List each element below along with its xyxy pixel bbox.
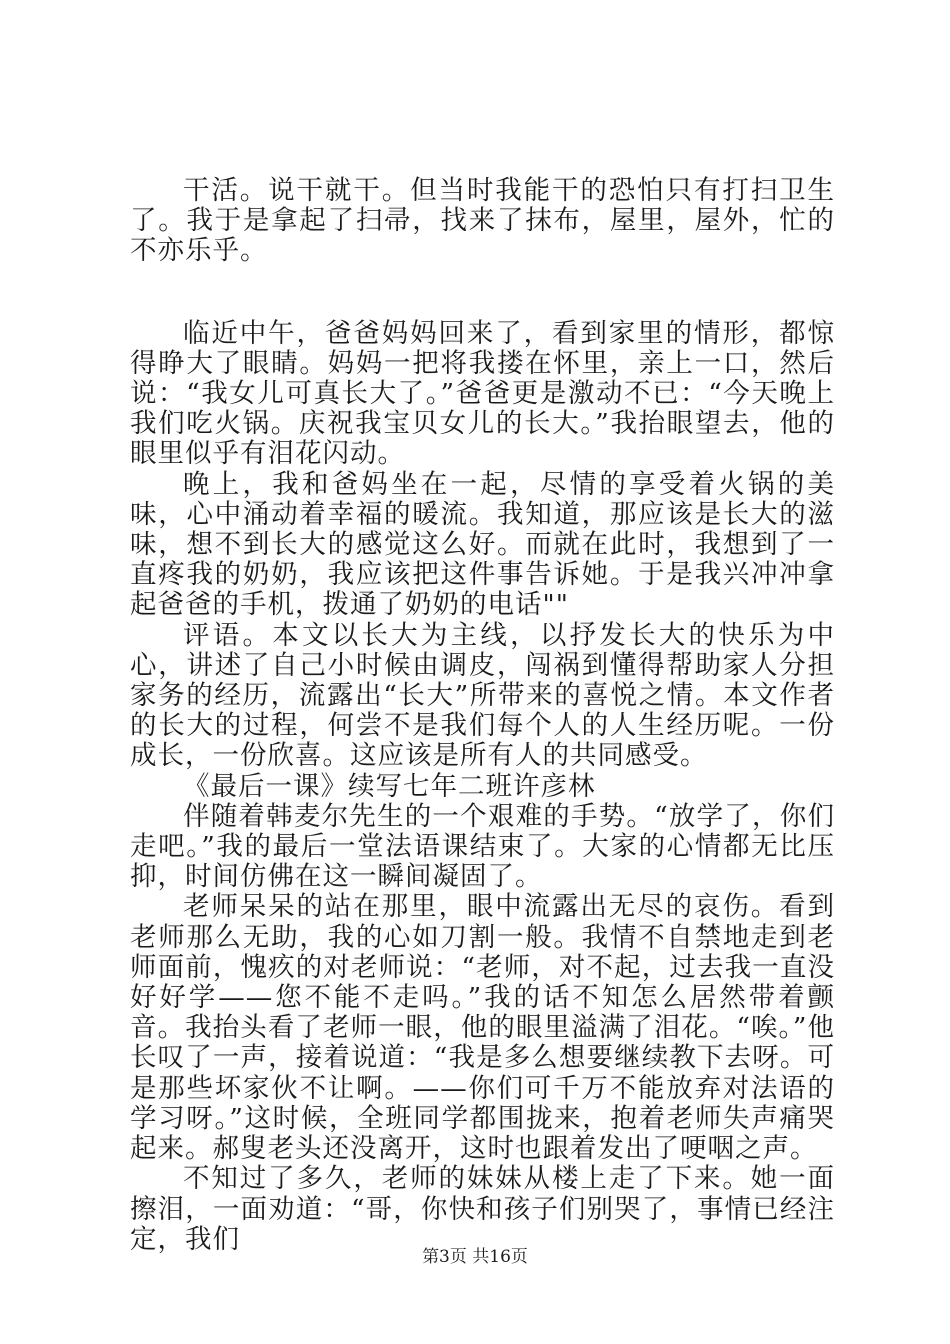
paragraph-6: 老师呆呆的站在那里，眼中流露出无尽的哀伤。看到老师那么无助，我的心如刀割一般。我情不自禁地走到老师面前，愧疚的对老师说：“老师，对不起，过去我一直没好好学——您不能不走吗。”我的话不知怎么居然带着颤音。我抬头看了老师一眼，他的眼里溢满了泪花。“唉。”他长叹了一声，接着说道：“我是多么想要继续教下去呀。可是那些坏家伙不让啊。——你们可千万不能放弃对法语的学习呀。”这时候，全班同学都围拢来，抱着老师失声痛哭起来。郝叟老头还没离开，这时也跟着发出了哽咽之声。: [130, 891, 835, 1165]
paragraph-1: 干活。说干就干。但当时我能干的恐怕只有打扫卫生了。我于是拿起了扫帚，找来了抹布，屋里，屋外，忙的不亦乐乎。: [130, 175, 835, 267]
essay-title: 《最后一课》续写七年二班许彦林: [183, 770, 596, 802]
paragraph-3: 晚上，我和爸妈坐在一起，尽情的享受着火锅的美味，心中涌动着幸福的暖流。我知道，那应该是长大的滋味，想不到长大的感觉这么好。而就在此时，我想到了一直疼我的奶奶，我应该把这件事告诉她。于是我兴冲冲拿起爸爸的手机，拨通了奶奶的电话"": [130, 468, 835, 621]
paragraph-comment: 评语。本文以长大为主线，以抒发长大的快乐为中心，讲述了自己小时候由调皮，闯祸到懂得帮助家人分担家务的经历，流露出“长大”所带来的喜悦之情。本文作者的长大的过程，何尝不是我们每个人的人生经历呢。一份成长，一份欣喜。这应该是所有人的共同感受。: [130, 619, 835, 772]
paragraph-7: 不知过了多久，老师的妹妹从楼上走了下来。她一面擦泪，一面劝道：“哥，你快和孩子们别哭了，事情已经注定，我们: [130, 1163, 835, 1255]
paragraph-2: 临近中午，爸爸妈妈回来了，看到家里的情形，都惊得睁大了眼睛。妈妈一把将我搂在怀里，亲上一口，然后说：“我女儿可真长大了。”爸爸更是激动不已：“今天晚上我们吃火锅。庆祝我宝贝女儿的长大。”我抬眼望去，他的眼里似乎有泪花闪动。: [130, 317, 835, 470]
document-body: [130, 176, 835, 1255]
page-footer: 第3页 共16页: [422, 1247, 528, 1267]
paragraph-5: 伴随着韩麦尔先生的一个艰难的手势。“放学了，你们走吧。”我的最后一堂法语课结束了。大家的心情都无比压抑，时间仿佛在这一瞬间凝固了。: [130, 800, 835, 893]
